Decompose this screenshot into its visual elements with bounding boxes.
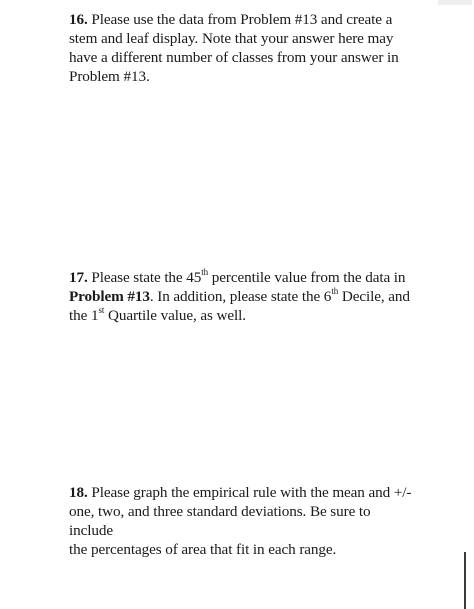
page-edge-line	[464, 552, 466, 609]
question-16-line-4: Problem #13.	[69, 68, 150, 85]
question-16-line-2: stem and leaf display. Note that your answer here may	[69, 30, 394, 47]
question-17-line-2	[69, 287, 414, 306]
question-text: Please state the 45	[91, 269, 202, 286]
question-16-line-1	[69, 10, 414, 29]
question-text: Decile, and	[338, 288, 410, 305]
question-text: . In addition, please state the 6	[149, 288, 332, 305]
question-text: Quartile value, as well.	[104, 307, 246, 324]
question-18	[69, 483, 414, 559]
corner-mark	[438, 0, 472, 5]
question-number: 18.	[69, 484, 88, 501]
question-18-line-3: the percentages of area that fit in each range.	[69, 541, 337, 558]
question-18-line-1	[69, 483, 414, 502]
ordinal-suffix: th	[201, 266, 209, 277]
ordinal-suffix: st	[98, 304, 105, 315]
question-text: percentile value from the data in	[208, 269, 406, 286]
question-number: 17.	[69, 269, 88, 286]
question-17	[69, 268, 414, 325]
question-text: Please use the data from Problem #13 and create a	[91, 11, 393, 28]
problem-reference: Problem #13	[69, 288, 150, 305]
question-16-line-3: have a different number of classes from your answer in	[69, 49, 399, 66]
question-18-line-2: one, two, and three standard deviations. Be sure to include	[69, 503, 371, 539]
question-17-line-3	[69, 306, 414, 325]
question-text: the 1	[69, 307, 99, 324]
question-17-line-1	[69, 268, 414, 287]
question-16	[69, 10, 414, 86]
ordinal-suffix: th	[331, 285, 339, 296]
question-number: 16.	[69, 11, 88, 28]
question-text: Please graph the empirical rule with the mean and +/-	[91, 484, 412, 501]
